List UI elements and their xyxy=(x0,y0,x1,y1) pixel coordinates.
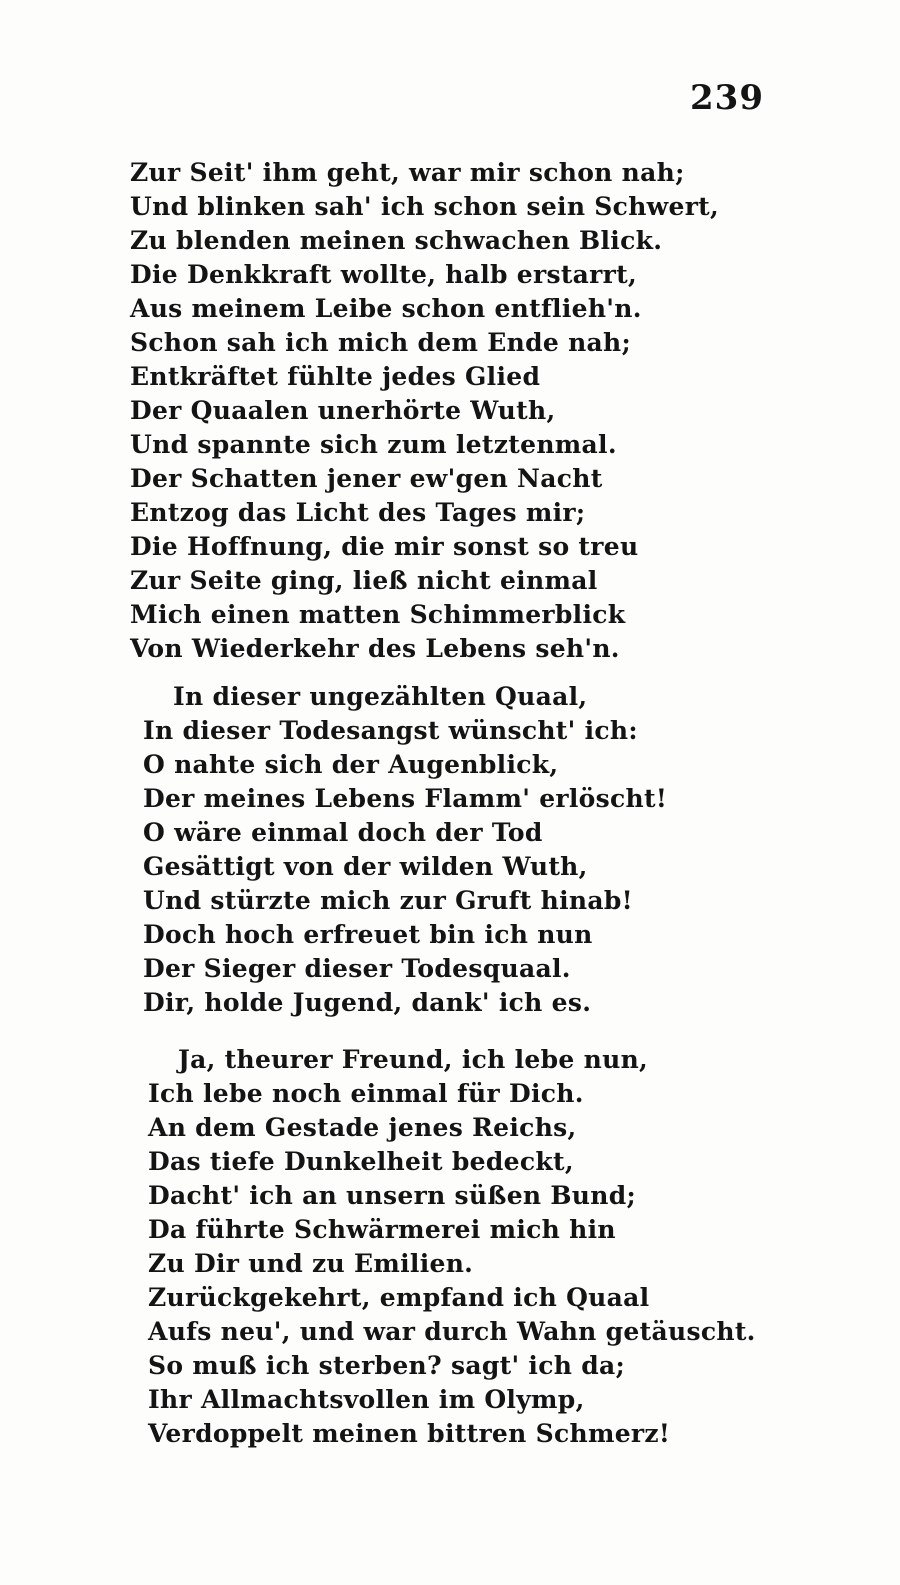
verse-line: O nahte sich der Augenblick, xyxy=(143,750,559,779)
verse-line: In dieser ungezählten Quaal, xyxy=(173,682,588,711)
verse-line: Doch hoch erfreuet bin ich nun xyxy=(143,920,593,949)
verse-line: Das tiefe Dunkelheit bedeckt, xyxy=(148,1147,574,1176)
verse-line: Aufs neu', und war durch Wahn getäuscht. xyxy=(148,1317,756,1346)
verse-line: Der Schatten jener ew'gen Nacht xyxy=(130,464,603,493)
stanza-2 xyxy=(143,680,667,1020)
verse-line: Die Denkkraft wollte, halb erstarrt, xyxy=(130,260,637,289)
verse-line: Von Wiederkehr des Lebens seh'n. xyxy=(130,634,620,663)
verse-line: Entkräftet fühlte jedes Glied xyxy=(130,362,541,391)
verse-line: Und blinken sah' ich schon sein Schwert, xyxy=(130,192,720,221)
verse-line: Mich einen matten Schimmerblick xyxy=(130,600,626,629)
verse-line: Ja, theurer Freund, ich lebe nun, xyxy=(178,1045,649,1074)
verse-line: An dem Gestade jenes Reichs, xyxy=(148,1113,577,1142)
verse-line: Der meines Lebens Flamm' erlöscht! xyxy=(143,784,668,813)
stanza-1 xyxy=(130,156,719,666)
verse-line: Zu blenden meinen schwachen Blick. xyxy=(130,226,663,255)
verse-line: Da führte Schwärmerei mich hin xyxy=(148,1215,616,1244)
verse-line: Entzog das Licht des Tages mir; xyxy=(130,498,586,527)
verse-line: In dieser Todesangst wünscht' ich: xyxy=(143,716,638,745)
verse-line: Die Hoffnung, die mir sonst so treu xyxy=(130,532,639,561)
verse-line: Zur Seit' ihm geht, war mir schon nah; xyxy=(130,158,685,187)
verse-line: Ich lebe noch einmal für Dich. xyxy=(148,1079,584,1108)
verse-line: So muß ich sterben? sagt' ich da; xyxy=(148,1351,626,1380)
verse-line: Dacht' ich an unsern süßen Bund; xyxy=(148,1181,637,1210)
verse-line: Und spannte sich zum letztenmal. xyxy=(130,430,617,459)
verse-line: Und stürzte mich zur Gruft hinab! xyxy=(143,886,633,915)
stanza-3 xyxy=(148,1043,756,1451)
verse-line: Der Quaalen unerhörte Wuth, xyxy=(130,396,556,425)
verse-line: Zu Dir und zu Emilien. xyxy=(148,1249,474,1278)
verse-line: Ihr Allmachtsvollen im Olymp, xyxy=(148,1385,585,1414)
verse-line: Schon sah ich mich dem Ende nah; xyxy=(130,328,632,357)
verse-line: Aus meinem Leibe schon entflieh'n. xyxy=(130,294,642,323)
verse-line: Der Sieger dieser Todesquaal. xyxy=(143,954,571,983)
verse-line: Dir, holde Jugend, dank' ich es. xyxy=(143,988,592,1017)
verse-line: O wäre einmal doch der Tod xyxy=(143,818,543,847)
verse-line: Verdoppelt meinen bittren Schmerz! xyxy=(148,1419,671,1448)
verse-line: Gesättigt von der wilden Wuth, xyxy=(143,852,588,881)
verse-line: Zurückgekehrt, empfand ich Quaal xyxy=(148,1283,650,1312)
page-number: 239 xyxy=(690,78,764,118)
verse-line: Zur Seite ging, ließ nicht einmal xyxy=(130,566,598,595)
